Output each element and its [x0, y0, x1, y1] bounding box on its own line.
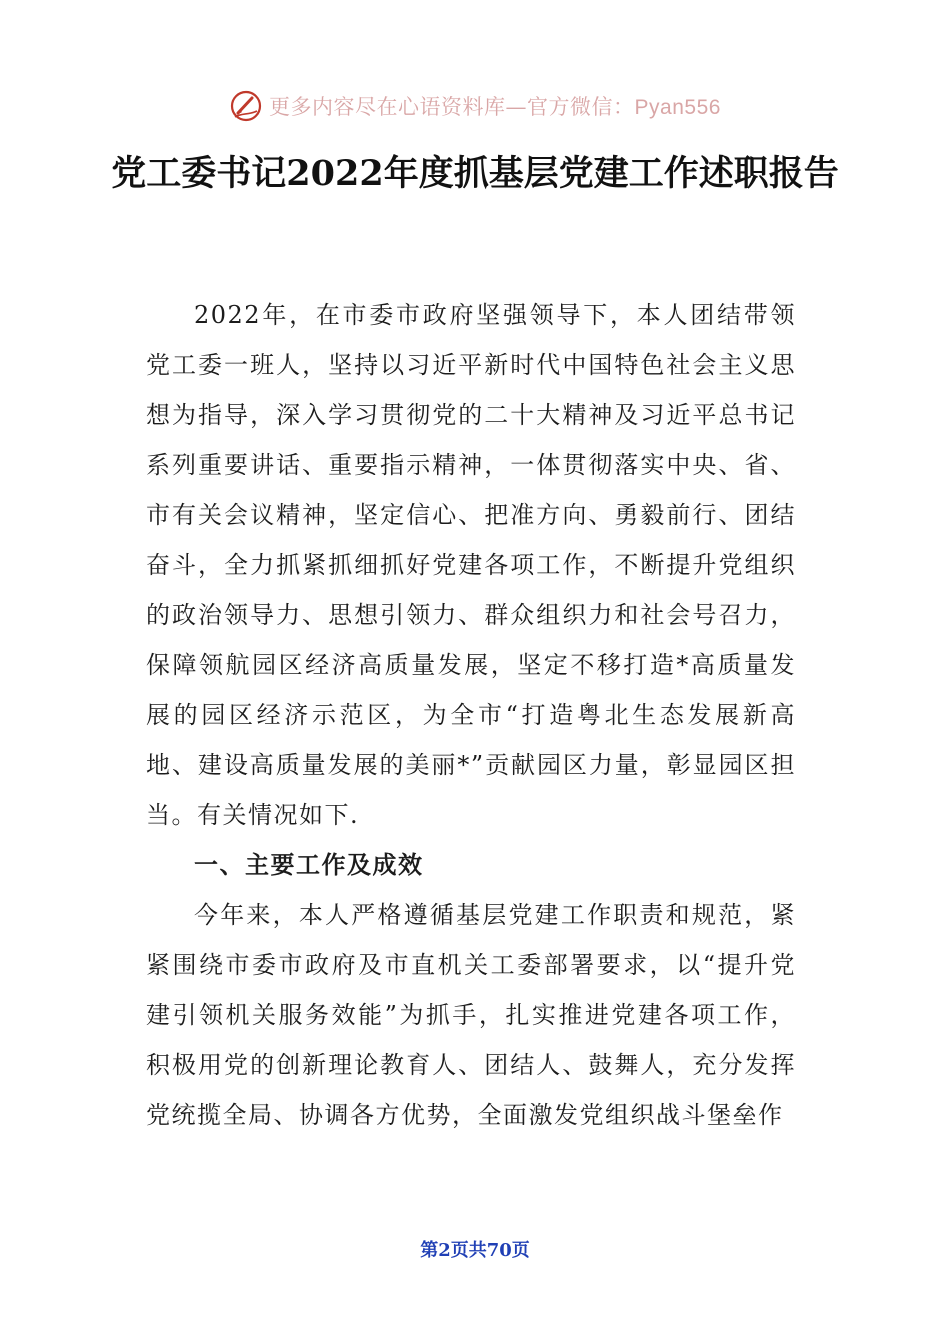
- document-body: [146, 290, 796, 1140]
- section-heading: 一、主要工作及成效: [194, 850, 424, 879]
- header-banner-text: 更多内容尽在心语资料库—官方微信：Pyan556: [269, 95, 721, 119]
- page-number: 第2页共70页: [420, 1240, 530, 1261]
- pen-circle-logo-icon: [229, 89, 263, 123]
- wechat-id: Pyan556: [634, 96, 721, 119]
- section-paragraph: 今年来，本人严格遵循基层党建工作职责和规范，紧紧围绕市委市政府及市直机关工委部署要求，以“提升党建引领机关服务效能”为抓手，扎实推进党建各项工作，积极用党的创新理论教育人、团结人、鼓舞人，充分发挥党统揽全局、协调各方优势，全面激发党组织战斗堡垒作: [146, 901, 796, 1129]
- document-title: 党工委书记2022年度抓基层党建工作述职报告: [111, 153, 839, 194]
- intro-paragraph: 2022年，在市委市政府坚强领导下，本人团结带领党工委一班人，坚持以习近平新时代中国特色社会主义思想为指导，深入学习贯彻党的二十大精神及习近平总书记系列重要讲话、重要指示精神，一体贯彻落实中央、省、市有关会议精神，坚定信心、把准方向、勇毅前行、团结奋斗，全力抓紧抓细抓好党建各项工作，不断提升党组织的政治领导力、思想引领力、群众组织力和社会号召力，保障领航园区经济高质量发展，坚定不移打造*高质量发展的园区经济示范区，为全市“打造粤北生态发展新高地、建设高质量发展的美丽*”贡献园区力量，彰显园区担当。有关情况如下.: [146, 301, 796, 829]
- header-banner: [0, 86, 950, 126]
